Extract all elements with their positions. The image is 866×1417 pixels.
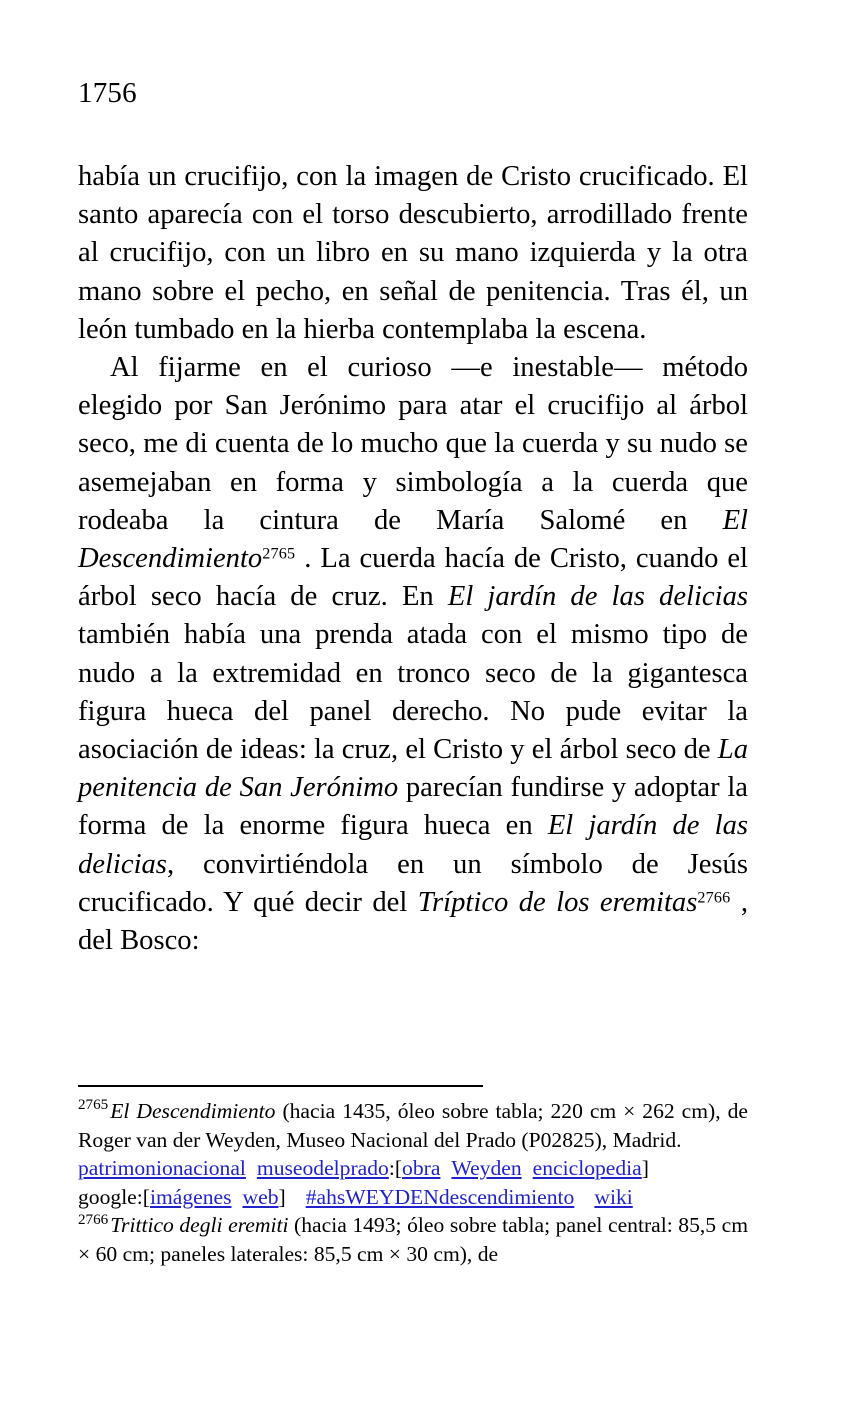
paragraph-2-segment-2: . La cuerda hacía de Cristo, cuando el árbol seco hacía de cruz. En	[78, 543, 748, 613]
body-text-column	[78, 158, 748, 960]
work-title-el-descendimiento: El Descendimiento	[78, 504, 748, 575]
bracket-close: ]	[641, 1156, 649, 1181]
footnote-2765	[78, 1097, 748, 1154]
footnote-2765-links-line-2	[78, 1183, 748, 1212]
paragraph-2-segment-5: , convirtiéndola en un símbolo de Jesús crucificado. Y qué decir del	[78, 848, 748, 918]
work-title-triptico-de-los-eremitas: Tríptico de los eremitas	[417, 886, 698, 918]
footnote-2765-title: El Descendimiento	[110, 1099, 276, 1123]
footnote-ref-2765[interactable]: 2765	[262, 545, 296, 563]
footnote-2765-text: (hacia 1435, óleo sobre tabla; 220 cm × 262 cm), de Roger van der Weyden, Museo Nacional del Prado (P02825), Madrid.	[78, 1099, 748, 1152]
link-imagenes[interactable]: imágenes	[149, 1184, 232, 1209]
google-prefix: google:[	[78, 1184, 150, 1209]
footnote-2766-text: (hacia 1493; óleo sobre tabla; panel central: 85,5 cm × 60 cm; paneles laterales: 85,5 cm × 30 cm), de	[78, 1213, 749, 1266]
paragraph-1	[78, 158, 748, 349]
footnote-2765-links-line-1	[78, 1154, 748, 1183]
link-separator-colon-bracket: :[	[388, 1156, 403, 1181]
link-wiki[interactable]: wiki	[594, 1184, 633, 1209]
paragraph-2	[78, 349, 748, 960]
link-enciclopedia[interactable]: enciclopedia	[532, 1156, 642, 1181]
paragraph-2-segment-6: , del Bosco:	[78, 886, 749, 957]
footnote-separator-rule	[78, 1085, 483, 1087]
footnote-marker-2766: 2766	[78, 1211, 109, 1228]
link-museodelprado[interactable]: museodelprado	[256, 1156, 389, 1181]
footnote-ref-2766[interactable]: 2766	[697, 889, 731, 907]
work-title-el-jardin-de-las-delicias-2: El jardín de las delicias	[78, 810, 749, 880]
link-weyden[interactable]: Weyden	[451, 1156, 522, 1181]
page-number: 1756	[78, 77, 137, 109]
bracket-close: ]	[278, 1184, 286, 1209]
paragraph-2-segment-3: también había una prenda atada con el mismo tipo de nudo a la extremidad en tronco seco de la gigantesca figura hueca del panel derecho. No pude evitar la asociación de ideas: la cruz, el Cristo y el árbol seco de	[78, 619, 748, 766]
link-web[interactable]: web	[242, 1184, 279, 1209]
footnote-2766	[78, 1211, 748, 1268]
footnote-block	[78, 1097, 748, 1269]
link-ahsweydendescendimiento[interactable]: #ahsWEYDENdescendimiento	[305, 1184, 575, 1209]
footnote-marker-2765: 2765	[78, 1097, 109, 1114]
link-obra[interactable]: obra	[402, 1156, 441, 1181]
paragraph-2-segment-1: Al fijarme en el curioso —e inestable— método elegido por San Jerónimo para atar el crucifijo al árbol seco, me di cuenta de lo mucho que la cuerda y su nudo se asemejaban en forma y simbología a la cuerda que rodeaba la cintura de María Salomé en	[78, 352, 748, 536]
paragraph-2-segment-4: parecían fundirse y adoptar la forma de la enorme figura hueca en	[78, 772, 748, 842]
work-title-el-jardin-de-las-delicias-1: El jardín de las delicias	[447, 581, 748, 613]
work-title-la-penitencia-de-san-jeronimo: La penitencia de San Jerónimo	[78, 734, 748, 804]
paragraph-1-text: había un crucifijo, con la imagen de Cristo crucificado. El santo aparecía con el torso descubierto, arrodillado frente al crucifijo, con un libro en su mano izquierda y la otra mano sobre el pecho, en señal de penitencia. Tras él, un león tumbado en la hierba contemplaba la escena.	[78, 161, 748, 345]
footnote-2766-title: Trittico degli eremiti	[110, 1213, 289, 1238]
link-patrimonionacional[interactable]: patrimonionacional	[78, 1156, 246, 1181]
